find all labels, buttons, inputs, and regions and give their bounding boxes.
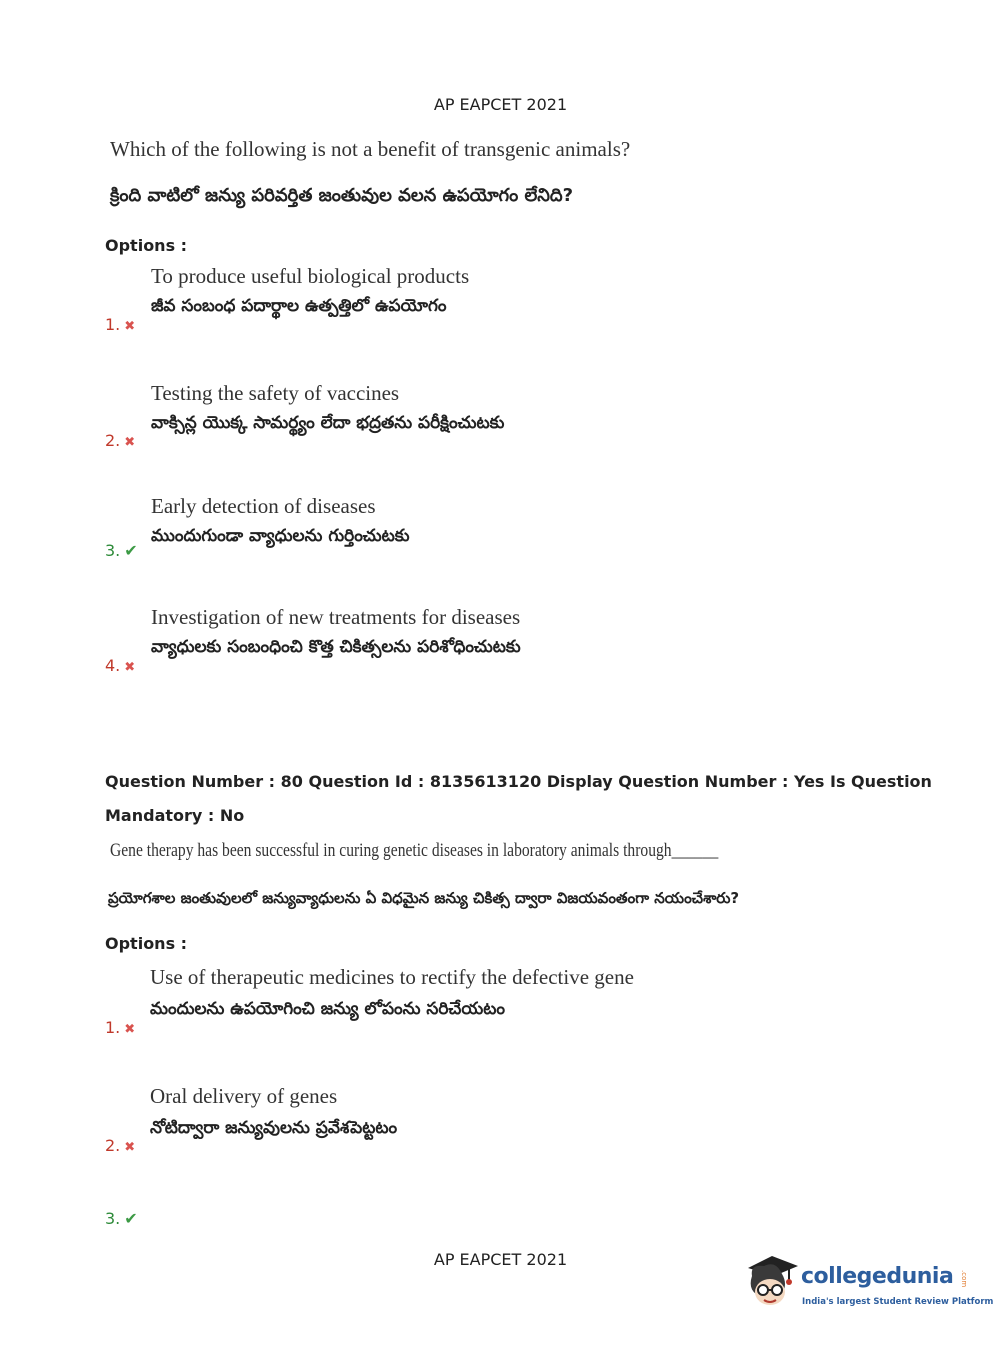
cross-icon: ✖: [124, 435, 136, 450]
option-3-telugu: ముందుగుండా వ్యాధులను గుర్తించుటకు: [151, 526, 410, 546]
option-1-number: 1. ✖: [105, 1018, 136, 1037]
option-4-number: 4. ✖: [105, 656, 136, 675]
check-icon: ✔: [124, 541, 138, 560]
option-3-english: Early detection of diseases: [151, 494, 376, 518]
option-4-telugu: వ్యాధులకు సంబంధించి కొత్త చికిత్సలను పరిశోధించుటకు: [151, 637, 521, 657]
option-4-english: Investigation of new treatments for diseases: [151, 605, 521, 629]
question-mandatory: Mandatory : No: [105, 806, 245, 825]
cross-icon: ✖: [124, 1022, 136, 1037]
option-2-number: 2. ✖: [105, 1136, 136, 1155]
options-label: Options :: [105, 236, 188, 255]
options-label: Options :: [105, 934, 188, 953]
cross-icon: ✖: [124, 660, 136, 675]
mascot-icon: [742, 1250, 802, 1312]
logo-suffix: .com: [960, 1270, 968, 1288]
option-1-telugu: మందులను ఉపయోగించి జన్యు లోపంను సరిచేయటం: [150, 999, 505, 1019]
page-header: AP EAPCET 2021: [433, 95, 568, 114]
collegedunia-logo[interactable]: [742, 1250, 994, 1320]
option-2-number: 2. ✖: [105, 431, 136, 450]
logo-name: collegedunia: [801, 1264, 954, 1289]
logo-tagline: India's largest Student Review Platform: [802, 1297, 994, 1307]
option-2-english: Testing the safety of vaccines: [151, 381, 400, 405]
option-3-number: 3. ✔: [105, 541, 138, 560]
page-footer: AP EAPCET 2021: [433, 1250, 568, 1269]
option-1-english: Use of therapeutic medicines to rectify the defective gene: [150, 965, 634, 989]
question-text-english: Gene therapy has been successful in curing genetic diseases in laboratory animals through______: [110, 840, 719, 861]
option-3-number: 3. ✔: [105, 1209, 138, 1228]
option-2-telugu: నోటిద్వారా జన్యువులను ప్రవేశపెట్టటం: [150, 1118, 398, 1138]
question-meta: Question Number : 80 Question Id : 8135613120 Display Question Number : Yes Is Question: [105, 772, 932, 791]
option-2-english: Oral delivery of genes: [150, 1084, 338, 1108]
option-1-number: 1. ✖: [105, 315, 136, 334]
cross-icon: ✖: [124, 1140, 136, 1155]
question-text-telugu: ప్రయోగశాల జంతువులలో జన్యువ్యాధులను ఏ విధమైన జన్యు చికిత్స ద్వారా విజయవంతంగా నయంచేశారు?: [108, 889, 740, 907]
cross-icon: ✖: [124, 319, 136, 334]
option-1-telugu: జీవ సంబంధ పదార్థాల ఉత్పత్తిలో ఉపయోగం: [151, 296, 447, 316]
option-2-telugu: వాక్సిన్ల యొక్క సామర్థ్యం లేదా భద్రతను పరీక్షించుటకు: [151, 413, 505, 433]
check-icon: ✔: [124, 1209, 138, 1228]
question-text-english: Which of the following is not a benefit of transgenic animals?: [110, 137, 631, 161]
option-1-english: To produce useful biological products: [151, 264, 470, 288]
question-text-telugu: క్రింది వాటిలో జన్యు పరివర్తిత జంతువుల వలన ఉపయోగం లేనిది?: [110, 185, 574, 206]
